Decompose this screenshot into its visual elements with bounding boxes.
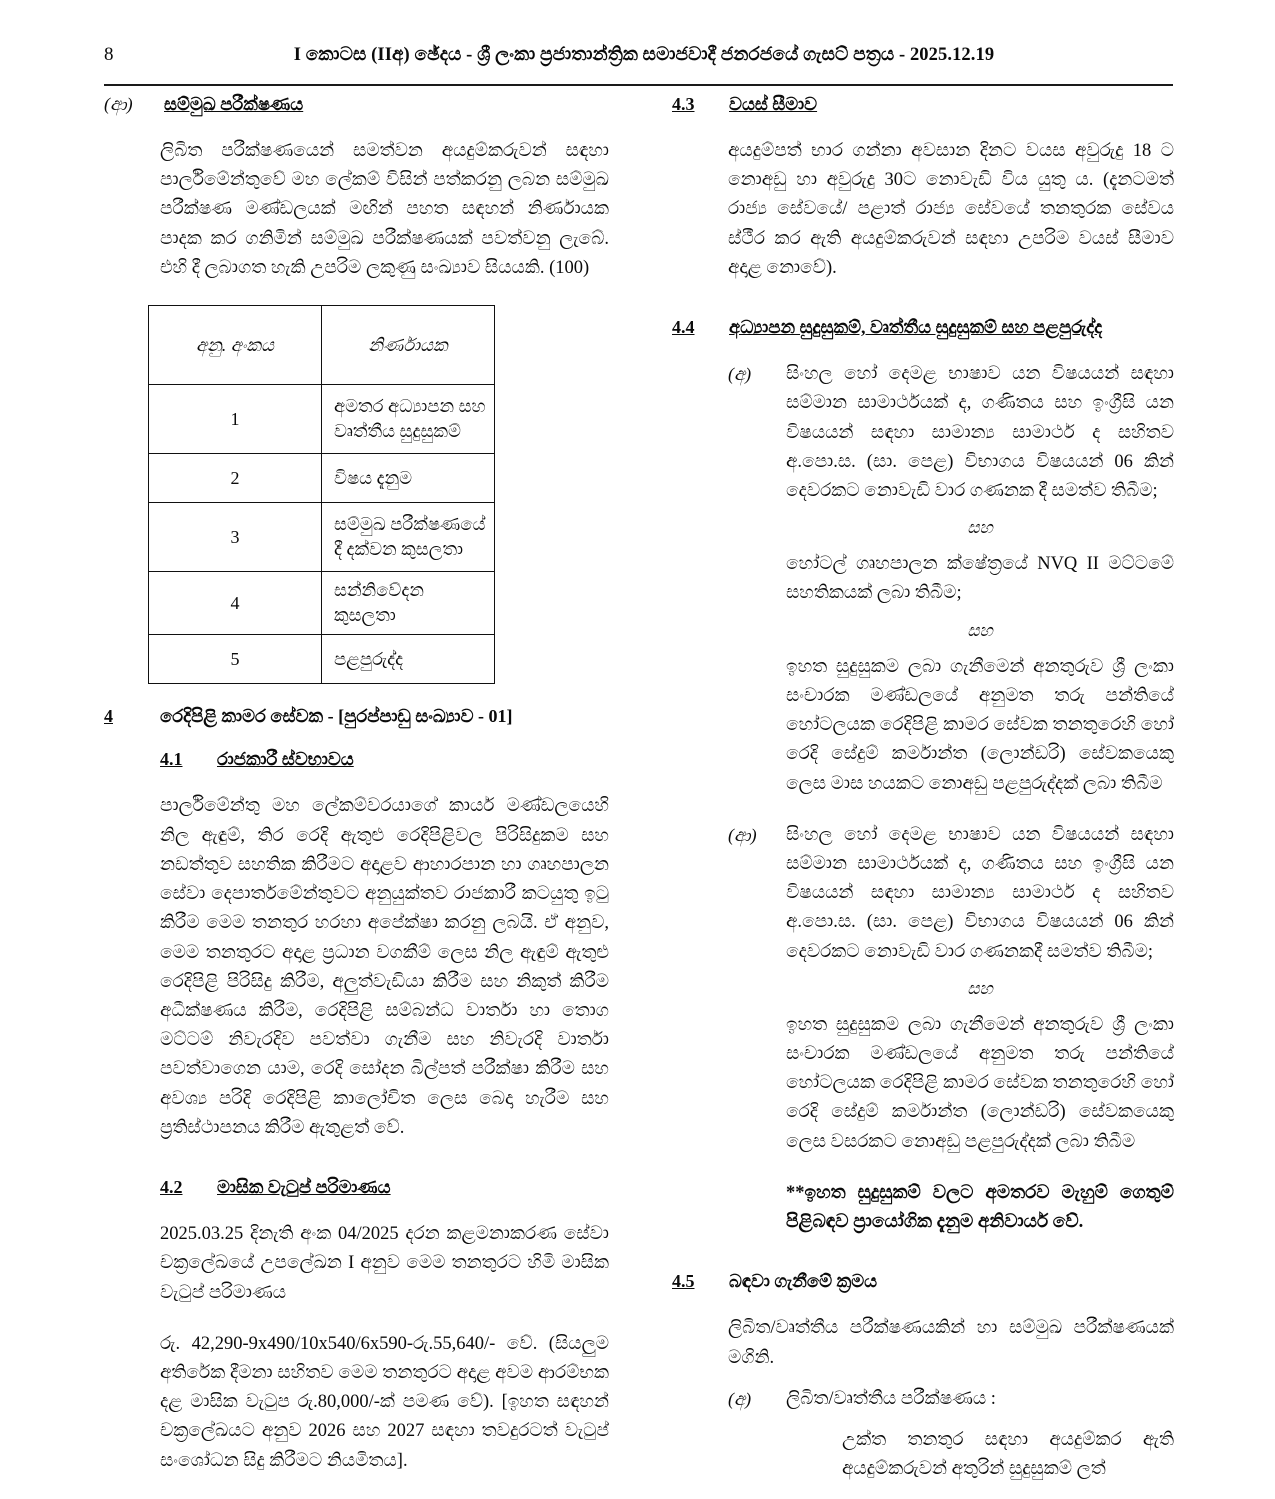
section-45-body: ලිබිත/වෘත්තීය පරීක්ෂණයකින් හා සම්මුඛ පරීක්ෂණයක් මගිනි.	[728, 1318, 1174, 1368]
qualification-a-paragraph-3: ඉහත සුදුසුකම ලබා ගැනීමෙන් අනතුරුව ශ්‍රී ලංකා සංචාරක මණ්ඩලයේ අනුමත තරු පන්තියේ හෝටලයක රෙදිපිළි කාමර සේවක තනතුරෙහි හෝ රෙදි සේදුම් කර්මාන්ත (ලොන්ඩරි) සේවකයෙකු ලෙස මාස හයකට නොඅඩු පළපුරුද්දක් ලබා තිබීම	[786, 656, 1174, 794]
section-45-heading	[672, 1271, 1174, 1292]
table-row	[149, 385, 495, 454]
section-44-number: 4.4	[672, 317, 695, 338]
criteria-text: සම්මුඛ පරීක්ෂණයේ දී දක්වන කුසලතා	[322, 503, 495, 572]
table-row	[149, 503, 495, 572]
criteria-text: පළපුරුද්ද	[322, 635, 495, 684]
criteria-text: විෂය දැනුම	[322, 454, 495, 503]
criteria-text: අමතර අධ්‍යාපන සහ වෘත්තීය සුදුසුකම්	[322, 385, 495, 454]
recruitment-item-a	[728, 1385, 1174, 1485]
interview-title: සම්මුඛ පරීක්ෂණය	[164, 94, 304, 114]
right-column	[672, 94, 1174, 1484]
qualification-a-conjunction-2: සහ	[967, 620, 993, 640]
criteria-no: 5	[149, 635, 322, 684]
criteria-no: 4	[149, 572, 322, 635]
qualification-item-b	[728, 821, 1174, 1238]
section-43-heading	[672, 94, 1174, 115]
qualification-note: **ඉහත සුදුසුකම් වලට අමතරව මැහුම් ගෙතුම් පිළිබඳව ප්‍රායෝගික දැනුම අනිවාර්ය වේ.	[786, 1182, 1174, 1233]
table-row	[149, 635, 495, 684]
interview-item	[104, 94, 609, 283]
qualification-a-conjunction-1: සහ	[967, 518, 993, 538]
section-42-title: මාසික වැටුප් පරිමාණය	[217, 1177, 391, 1198]
criteria-no: 1	[149, 385, 322, 454]
criteria-header-row	[149, 306, 495, 385]
section-41-body: පාර්ලිමේන්තු මහ ලේකම්වරයාගේ කාර්ය මණ්ඩලයෙහි නිල ඇඳුම්, තිර රෙදි ඇතුළු රෙදිපිළිවල පිරිසිදුකම සහ නඩත්තුව සහතික කිරීමට අදාළව ආහාරපාන හා ගෘහපාලන සේවා දෙපාර්තමේන්තුවට අනුයුක්තව රාජකාරී කටයුතු ඉටු කිරීම මෙම තනතුර හරහා අපේක්ෂා කරනු ලබයි. ඒ අනුව, මෙම තනතුරට අදාළ ප්‍රධාන වගකීම් ලෙස නිල ඇඳුම් ඇතුළු රෙදිපිළි පිරිසිදු කිරීම, අලුත්වැඩියා කිරීම සහ නිකුත් කිරීම අධීක්ෂණය කිරීම, රෙදිපිළි සම්බන්ධ වාර්තා හා තොග මට්ටම් නිවැරදිව පවත්වා ගැනීම සහ නිවැරදි වාර්තා පවත්වාගෙන යාම, රෙදි සෝදන බිල්පත් පරීක්ෂා කිරීම සහ අවශ්‍ය පරිදි රෙදිපිළි කාලෝචිත ලෙස බෙදා හැරීම සහ ප්‍රතිස්ථාපනය කිරීම ඇතුළත් වේ.	[160, 796, 609, 1138]
recruitment-a-marker: (අ)	[728, 1388, 752, 1409]
section-45-number: 4.5	[672, 1271, 695, 1292]
qualification-b-paragraph-1: සිංහල හෝ දෙමළ භාෂාව යන විෂයයන් සඳහා සම්මාන සාමාර්ථයක් ද, ගණිතය සහ ඉංග්‍රීසි යන විෂයයන් සඳහා සාමාන්‍ය සාමාර්ථ ද සහිතව අ.පො.ස. (සා. පෙළ) විභාගය විෂයයන් 06 කින් දෙවරකට නොවැඩි වාර ගණනකදී සමත්ව තිබීම;	[786, 824, 1174, 962]
recruitment-a-body: උක්ත තනතුර සඳහා අයදුම්කර ඇති අයදුම්කරුවන් අතුරින් සුදුසුකම් ලත්	[842, 1430, 1174, 1480]
qualification-item-a	[728, 360, 1174, 799]
recruitment-a-title: ලිබිත/වෘත්තීය පරීක්ෂණය :	[786, 1388, 996, 1409]
header-divider	[104, 84, 1173, 86]
qualification-a-marker: (අ)	[728, 364, 752, 385]
criteria-no: 2	[149, 454, 322, 503]
gazette-title: I කොටස (IIඅ) ඡේදය - ශ්‍රී ලංකා ප්‍රජාතාන්ත්‍රික සමාජවාදී ජනරජයේ ගැසට් පත්‍රය - 2025.12.19	[293, 45, 995, 65]
qualification-a-paragraph-2: හෝටල් ගෘහපාලන ක්ෂේත්‍රයේ NVQ II මට්ටමේ සහතිකයක් ලබා තිබීම;	[786, 554, 1174, 604]
criteria-text: සන්නිවේදන කුසලතා	[322, 572, 495, 635]
section-4-number: 4	[104, 706, 113, 727]
criteria-table	[148, 305, 495, 684]
section-42-paragraph-1: 2025.03.25 දිනැති අංක 04/2025 දරන කළමනාකරණ සේවා චක්‍රලේඛයේ උපලේඛන I අනුව මෙම තනතුරට හිමි මාසික වැටුප් පරිමාණය	[160, 1224, 609, 1303]
criteria-header-criterion: නිර්ණායක	[322, 306, 495, 385]
section-43-number: 4.3	[672, 94, 695, 114]
section-4-heading	[104, 706, 609, 727]
section-41-title: රාජකාරී ස්වභාවය	[217, 749, 354, 770]
criteria-header-no: අනු. අංකය	[149, 306, 322, 385]
qualification-b-conjunction-1: සහ	[967, 978, 993, 998]
section-44-title: අධ්‍යාපන සුදුසුකම්, වෘත්තීය සුදුසුකම් සහ පළපුරුද්ද	[729, 317, 1103, 338]
criteria-no: 3	[149, 503, 322, 572]
table-row	[149, 572, 495, 635]
interview-marker: (ආ)	[104, 94, 133, 114]
table-row	[149, 454, 495, 503]
page-number: 8	[104, 44, 114, 65]
qualification-a-paragraph-1: සිංහල හෝ දෙමළ භාෂාව යන විෂයයන් සඳහා සම්මාන සාමාර්ථයක් ද, ගණිතය සහ ඉංග්‍රීසි යන විෂයයන් සඳහා සාමාන්‍ය සාමාර්ථ ද සහිතව අ.පො.ස. (සා. පෙළ) විභාගය විෂයයන් 06 කින් දෙවරකට නොවැඩි වාර ගණනක දී සමත්ව තිබීම;	[786, 364, 1174, 501]
section-42-paragraph-2: රු. 42,290-9x490/10x540/6x590-රු.55,640/- වේ. (සියලුම අතිරේක දීමනා සහිතව මෙම තනතුරට අදාළ අවම ආරම්භක දළ මාසික වැටුප රු.80,000/-ක් පමණ වේ). [ඉහත සඳහන් චක්‍රලේඛයට අනුව 2026 සහ 2027 සඳහා තවදුරටත් වැටුප් සංශෝධන සිදු කිරීමට නියමිතය].	[160, 1333, 609, 1471]
section-43-body: අයදුම්පත් භාර ගන්නා අවසාන දිනට වයස අවුරුදු 18 ට නොඅඩු හා අවුරුදු 30ට නොවැඩි විය යුතු ය. (දැනටමත් රාජ්‍ය සේවයේ/ පළාත් රාජ්‍ය සේවයේ තනතුරක සේවය ස්ථීර කර ඇති අයදුම්කරුවන් සඳහා උපරිම වයස් සීමාව අදාළ නොවේ).	[728, 141, 1174, 278]
qualification-b-paragraph-2: ඉහත සුදුසුකම ලබා ගැනීමෙන් අනතුරුව ශ්‍රී ලංකා සංචාරක මණ්ඩලයේ අනුමත තරු පන්තියේ හෝටලයක රෙදිපිළි කාමර සේවක තනතුරෙහි හෝ රෙදි සේදුම් කර්මාන්ත (ලොන්ඩරි) සේවකයෙකු ලෙස වසරකට නොඅඩු පළපුරුද්දක් ලබා තිබීම	[786, 1014, 1174, 1152]
running-header	[104, 44, 1174, 78]
section-42-number: 4.2	[160, 1177, 183, 1198]
section-42-heading	[160, 1177, 609, 1198]
interview-heading	[104, 94, 609, 115]
section-44-heading	[672, 317, 1174, 338]
interview-body: ලිබිත පරීක්ෂණයෙන් සමත්වන අයදුම්කරුවන් සඳහා පාර්ලිමේන්තුවේ මහ ලේකම් විසින් පත්කරනු ලබන සම්මුඛ පරීක්ෂණ මණ්ඩලයක් මඟින් පහත සඳහන් නිර්ණායක පාදක කර ගනිමින් සම්මුඛ පරීක්ෂණයක් පවත්වනු ලැබේ. එහි දී ලබාගත හැකි උපරිම ලකුණු සංඛ්‍යාව සියයකි. (100)	[160, 141, 609, 278]
section-4-title: රෙදිපිළි කාමර සේවක - [පුරප්පාඩු සංඛ්‍යාව - 01]	[160, 706, 513, 727]
section-43-title: වයස් සීමාව	[729, 94, 818, 114]
section-45-title: බඳවා ගැනීමේ ක්‍රමය	[729, 1271, 878, 1292]
qualification-b-marker: (ආ)	[728, 824, 757, 845]
section-41-number: 4.1	[160, 749, 183, 770]
section-41-heading	[160, 749, 609, 770]
left-column	[104, 94, 609, 1476]
